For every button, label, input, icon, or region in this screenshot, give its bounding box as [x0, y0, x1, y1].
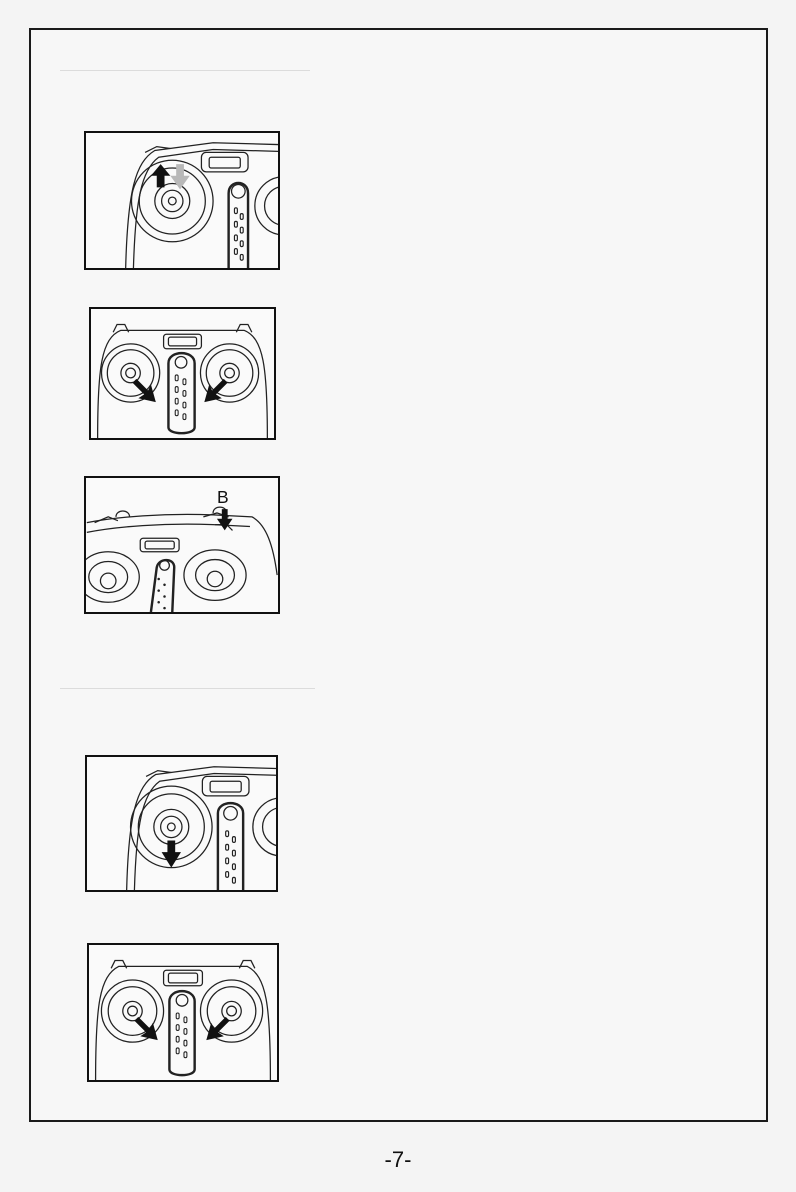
- controller-full-drawing: [91, 309, 274, 438]
- illustration-button-b: [84, 476, 280, 614]
- illustration-left-stick-throttle: [84, 131, 280, 270]
- illustration-left-stick-down: [85, 755, 278, 892]
- illustration-sticks-inward-2: [87, 943, 279, 1082]
- faint-header-line: [60, 70, 310, 71]
- page-number: -7-: [384, 1147, 412, 1172]
- controller-angled-drawing: [86, 478, 278, 612]
- button-b-label: B: [216, 487, 229, 508]
- arrow-down-icon: [162, 840, 181, 867]
- controller-closeup-drawing: [87, 757, 276, 890]
- controller-closeup-drawing: [86, 133, 278, 268]
- controller-full-drawing: [89, 945, 277, 1080]
- faint-header-line: [60, 688, 315, 689]
- illustration-sticks-inward: [89, 307, 276, 440]
